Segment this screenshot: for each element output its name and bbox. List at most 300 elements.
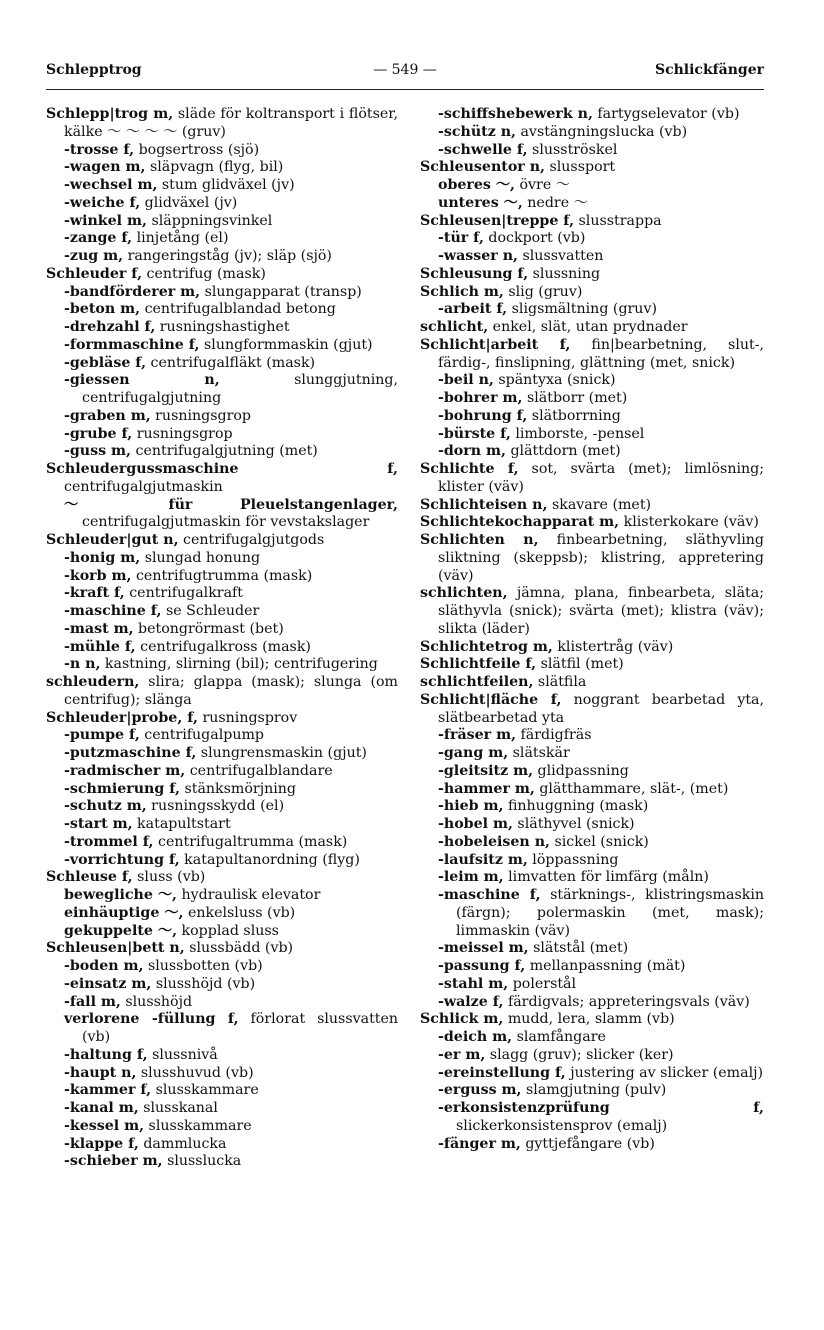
headword: -putzmaschine <box>64 745 181 761</box>
definition: fin|bearbetning, slut-, färdig-, finslipning, glättning (met, snick) <box>438 336 764 371</box>
dictionary-entry <box>46 585 398 603</box>
dictionary-entry <box>420 266 764 284</box>
definition: rusningsskydd (el) <box>146 798 285 815</box>
definition: centrifugtrumma (mask) <box>131 567 313 584</box>
dictionary-entry <box>420 1100 764 1136</box>
headword: -guss <box>64 443 107 460</box>
definition: glätthammare, slät-, (met) <box>534 780 729 797</box>
dictionary-entry <box>420 301 764 319</box>
headword: Schlich <box>420 283 479 300</box>
headword: -dorn <box>438 443 482 460</box>
definition: slussning <box>528 265 601 282</box>
headword: gekuppelte <box>64 922 153 939</box>
headword: einhäuptige <box>64 904 160 921</box>
headword: -bürste <box>438 425 496 442</box>
gender: m, <box>106 567 132 584</box>
dictionary-entry <box>46 230 398 248</box>
definition: slungapparat (transp) <box>200 283 362 300</box>
dictionary-entry <box>420 781 764 799</box>
gender: m, <box>497 390 523 406</box>
dictionary-entry <box>420 106 764 124</box>
headword: schleudern, <box>46 674 140 690</box>
definition: förlorat slussvatten (vb) <box>82 1011 399 1045</box>
headword: -mast <box>64 620 109 637</box>
definition: fartygselevator (vb) <box>592 106 740 122</box>
gender: f, <box>215 1011 239 1028</box>
gender: f, <box>495 425 511 442</box>
headword: -boden <box>64 958 119 974</box>
dictionary-entry <box>46 372 398 408</box>
headword: -hobeleisen <box>438 833 530 850</box>
definition: centrifugaltrumma (mask) <box>153 833 348 850</box>
definition: dockport (vb) <box>483 230 586 247</box>
gender: f, <box>550 1064 566 1081</box>
gender: f, <box>130 354 147 371</box>
headword: -pumpe <box>64 727 125 744</box>
dictionary-entry <box>420 798 764 816</box>
definition: släppningsvinkel <box>146 212 273 229</box>
gender: m, <box>495 1135 521 1152</box>
dictionary-entry <box>46 106 398 142</box>
gender: f, <box>116 230 133 247</box>
dictionary-entry <box>420 639 764 657</box>
definition: enkelsluss (vb) <box>183 904 296 921</box>
definition: rusningsgrop <box>132 425 233 442</box>
dictionary-entry <box>46 426 398 444</box>
headword: ～ für Pleuelstangenlager, <box>64 496 398 513</box>
gender: m, <box>120 159 146 176</box>
definition: stärknings-, klistringsmaskin (färgn); polermaskin (met, mask); limmaskin (väv) <box>456 887 765 939</box>
gender: m, <box>460 1046 486 1063</box>
headword: -grube <box>64 425 117 442</box>
gender: f, <box>118 141 135 158</box>
gender: m, <box>98 248 124 264</box>
dictionary-entry <box>46 142 398 160</box>
dictionary-entry <box>420 390 764 408</box>
definition: slusskammare <box>151 1082 259 1099</box>
dictionary-entry <box>46 159 398 177</box>
dictionary-entry <box>46 674 398 710</box>
headword: Schlichtekochapparat <box>420 514 595 531</box>
gender: f, <box>124 194 141 211</box>
dictionary-entry <box>46 710 398 728</box>
gender: f, <box>519 887 541 903</box>
dictionary-entry <box>420 177 764 195</box>
headword: -schütz <box>438 123 496 140</box>
headword: -radmischer <box>64 762 161 779</box>
gender: f, <box>137 833 154 850</box>
gender: n, <box>524 159 545 176</box>
dictionary-entry <box>46 443 398 461</box>
definition: avstängningslucka (vb) <box>515 123 688 140</box>
headword: -formmaschine <box>64 336 184 353</box>
definition: centrifugalgjutning (met) <box>131 443 318 460</box>
headword: -weiche <box>64 194 125 211</box>
dictionary-entry <box>46 195 398 213</box>
gender: n, <box>473 372 494 389</box>
dictionary-entry <box>46 532 398 550</box>
definition: slussvatten <box>517 248 604 264</box>
headword: -walze <box>438 993 488 1010</box>
definition: släde för koltransport i flötser, kälke ～ ～ ～ ～ (gruv) <box>64 106 398 140</box>
definition: centrifug (mask) <box>142 265 266 282</box>
headword: -schmierung <box>64 780 165 797</box>
dictionary-entry <box>46 621 398 639</box>
gender: n, <box>116 1064 137 1081</box>
dictionary-entry <box>46 284 398 302</box>
definition: rusningsprov <box>197 709 298 726</box>
definition: sligsmältning (gruv) <box>507 301 657 318</box>
headword: -honig <box>64 549 116 566</box>
headword: -fänger <box>438 1135 496 1152</box>
definition: slätfila <box>533 674 587 690</box>
headword: -tür <box>438 230 469 247</box>
dictionary-entry <box>420 727 764 745</box>
definition: färdigfräs <box>516 727 592 744</box>
gender: f, <box>135 1082 152 1099</box>
definition: slamgjutning (pulv) <box>521 1082 667 1099</box>
dictionary-entry <box>420 213 764 231</box>
dictionary-entry <box>420 1047 764 1065</box>
gender: m, <box>508 762 534 779</box>
headword: -drehzahl <box>64 319 140 335</box>
gender: f, <box>145 603 162 619</box>
headword: -graben <box>64 407 126 424</box>
headword: bewegliche <box>64 887 153 903</box>
dictionary-entry <box>420 1011 764 1029</box>
dictionary-entry <box>420 976 764 994</box>
headword: -wechsel <box>64 177 133 193</box>
headword: -bandförderer <box>64 283 176 300</box>
dictionary-entry <box>46 639 398 657</box>
dictionary-entry <box>420 408 764 426</box>
definition: glättdorn (met) <box>505 443 621 460</box>
dictionary-entry <box>420 514 764 532</box>
gender: n, <box>497 248 518 264</box>
definition: sluss (vb) <box>132 869 206 886</box>
headword: -kessel <box>64 1117 120 1134</box>
dictionary-entry <box>420 887 764 940</box>
gender: f, <box>182 709 198 726</box>
definition: rusningshastighet <box>155 319 290 335</box>
definition: slusshöjd (vb) <box>151 975 256 992</box>
definition: centrifugalgjutmaskin <box>64 478 223 495</box>
definition: katapultstart <box>132 816 231 832</box>
dictionary-entry <box>46 603 398 621</box>
definition: gyttjefångare (vb) <box>520 1135 655 1152</box>
dictionary-entry <box>46 213 398 231</box>
gender: f, <box>126 265 143 282</box>
gender: m, <box>115 301 141 318</box>
definition: övre ～ <box>514 177 570 193</box>
gender: f, <box>511 141 528 158</box>
dictionary-entry <box>420 372 764 390</box>
gender: m, <box>496 1082 522 1099</box>
headword: Schleuse <box>46 869 117 886</box>
definition: centrifugalblandare <box>185 762 333 779</box>
headword: -schwelle <box>438 141 512 158</box>
dictionary-entry <box>46 976 398 994</box>
dictionary-entry <box>46 1082 398 1100</box>
dictionary-entry <box>420 337 764 373</box>
definition: slira; glappa (mask); slunga (om centrifug); slänga <box>64 674 398 708</box>
definition: enkel, slät, utan prydnader <box>488 319 688 335</box>
headword: -haupt <box>64 1064 117 1081</box>
definition: centrifugalkross (mask) <box>135 638 311 655</box>
dictionary-entry <box>420 994 764 1012</box>
dictionary-entry <box>46 763 398 781</box>
dictionary-entry <box>420 159 764 177</box>
dictionary-entry <box>46 568 398 586</box>
gender: n, <box>529 833 550 850</box>
gender: m, <box>527 638 553 655</box>
gender: m, <box>125 407 151 424</box>
definition: rangeringståg (jv); släp (sjö) <box>123 248 332 264</box>
dictionary-entry <box>420 656 764 674</box>
gender: f, <box>538 336 571 353</box>
headword: -er <box>438 1046 461 1063</box>
dictionary-entry <box>420 230 764 248</box>
definition: nedre ～ <box>522 194 588 211</box>
headword: unteres <box>438 194 499 211</box>
headword: -winkel <box>64 212 123 229</box>
dictionary-entry <box>420 532 764 585</box>
headword: -vorrichtung <box>64 851 164 868</box>
gender: n, <box>129 372 220 389</box>
dictionary-entry <box>420 124 764 142</box>
gender: f, <box>558 212 575 229</box>
gender: m, <box>488 816 513 832</box>
definition: slungrensmaskin (gjut) <box>196 745 367 761</box>
headword: schlichten, <box>420 585 508 602</box>
dictionary-entry <box>420 958 764 976</box>
definition: kopplad sluss <box>177 922 279 939</box>
definition: se Schleuder <box>161 603 260 619</box>
definition: limvatten för limfärg (måln) <box>503 869 709 886</box>
dictionary-entry <box>46 656 398 674</box>
headword: -gleitsitz <box>438 762 509 779</box>
definition: bogsertross (sjö) <box>134 141 260 158</box>
page-header <box>46 62 764 84</box>
definition: linjetång (el) <box>132 230 229 247</box>
dictionary-entry <box>46 1136 398 1154</box>
gender: ～, <box>159 904 184 921</box>
headword: Schleuder|gut <box>46 532 159 548</box>
definition: slussbotten (vb) <box>143 958 263 974</box>
dictionary-entry <box>420 692 764 728</box>
definition: skavare (met) <box>547 496 652 513</box>
page-number: — 549 — <box>373 62 437 78</box>
gender: f, <box>123 1135 139 1152</box>
gender: m, <box>119 1117 145 1134</box>
definition: slunggjutning, centrifugalgjutning <box>82 372 398 406</box>
headword: -haltung <box>64 1046 132 1063</box>
definition: klistertråg (väv) <box>552 638 674 655</box>
gender: f, <box>494 461 519 477</box>
headword: -hammer <box>438 780 510 797</box>
dictionary-entry <box>46 940 398 958</box>
headword: -kraft <box>64 585 110 602</box>
headword: -gebläse <box>64 354 131 371</box>
headword: -stahl <box>438 975 484 992</box>
gender: ～, <box>152 922 178 939</box>
definition: finhuggning (mask) <box>503 798 649 815</box>
definition: glidväxel (jv) <box>140 194 238 211</box>
right-column <box>420 106 764 1153</box>
definition: späntyxa (snick) <box>493 372 616 389</box>
gender: f, <box>512 265 529 282</box>
dictionary-entry <box>420 284 764 302</box>
headword: -leim <box>438 869 479 886</box>
headword: -bohrer <box>438 390 498 406</box>
dictionary-entry <box>46 550 398 568</box>
headword: -hobel <box>438 816 489 832</box>
dictionary-entry <box>420 852 764 870</box>
gender: f, <box>520 656 537 673</box>
dictionary-entry <box>46 337 398 355</box>
headword: schlichtfeilen, <box>420 674 534 690</box>
headword: verlorene -füllung <box>64 1011 216 1028</box>
gender: m, <box>118 958 144 974</box>
gender: m, <box>175 283 201 300</box>
headword: -erkonsistenzprüfung <box>438 1100 610 1116</box>
dictionary-entry <box>420 940 764 958</box>
gender: m, <box>594 514 620 531</box>
dictionary-entry <box>420 1082 764 1100</box>
gender: n, <box>572 106 593 122</box>
headword: -schieber <box>64 1153 138 1170</box>
gender: f, <box>124 727 140 744</box>
gender: m, <box>121 798 147 815</box>
headword: Schleuder <box>46 265 127 282</box>
headword: -zange <box>64 230 117 247</box>
gender: m, <box>126 975 152 992</box>
gender: m, <box>478 798 504 815</box>
headword: Schlicht|fläche <box>420 691 539 708</box>
dictionary-entry <box>420 816 764 834</box>
headword: -passung <box>438 958 510 974</box>
dictionary-entry <box>46 248 398 266</box>
dictionary-entry <box>46 834 398 852</box>
gender: m, <box>491 727 517 744</box>
dictionary-entry <box>46 301 398 319</box>
headword: -beton <box>64 301 116 318</box>
headword: Schleusentor <box>420 159 525 176</box>
headword: -laufsitz <box>438 851 503 868</box>
definition: mellanpassning (mät) <box>525 958 686 974</box>
definition: hydraulisk elevator <box>176 887 321 903</box>
gender: n, <box>527 496 548 513</box>
definition: centrifugalkraft <box>124 585 243 602</box>
dictionary-entry <box>46 958 398 976</box>
dictionary-entry <box>46 408 398 426</box>
headword: -fall <box>64 993 96 1010</box>
gender: f, <box>180 745 197 761</box>
headword: -bohrung <box>438 407 512 424</box>
headword: -schutz <box>64 798 122 815</box>
gender: m, <box>478 869 504 886</box>
gender: f, <box>116 869 133 886</box>
dictionary-entry <box>420 319 764 337</box>
definition: centrifugalgjutgods <box>178 532 325 548</box>
dictionary-entry <box>46 887 398 905</box>
definition: finbearbetning, släthyvling sliktning (skeppsb); klistring, appretering (väv) <box>438 532 764 584</box>
definition: löppassning <box>527 851 619 868</box>
definition: slussnivå <box>147 1046 218 1063</box>
gender: m, <box>108 620 134 637</box>
definition: rusningsgrop <box>150 407 252 424</box>
dictionary-entry <box>46 177 398 195</box>
headword: -mühle <box>64 638 120 655</box>
headword: Schlichteisen <box>420 496 528 513</box>
gender: m, <box>483 745 509 761</box>
dictionary-entry <box>420 1136 764 1154</box>
gender: f, <box>509 958 526 974</box>
gender: m, <box>502 851 528 868</box>
definition: slusstrappa <box>574 212 662 229</box>
gender: f, <box>183 336 200 353</box>
dictionary-entry <box>420 426 764 444</box>
definition: slätborrning <box>527 407 621 424</box>
dictionary-entry <box>46 869 398 887</box>
gender: f, <box>238 461 398 477</box>
definition: slätstål (met) <box>528 940 629 957</box>
definition: katapultanordning (flyg) <box>179 851 360 868</box>
definition: mudd, lera, slamm (vb) <box>503 1011 675 1028</box>
headword: Schleusung <box>420 265 513 282</box>
definition: slickerkonsistensprov (emalj) <box>456 1117 668 1134</box>
definition: slussport <box>544 159 616 176</box>
gender: m, <box>115 549 141 566</box>
gender: f, <box>164 851 180 868</box>
gender: m, <box>483 975 509 992</box>
dictionary-entry <box>46 923 398 941</box>
dictionary-entry <box>420 248 764 266</box>
headword: -zug <box>64 248 99 264</box>
definition: slungformmaskin (gjut) <box>199 336 373 353</box>
gender: n, <box>80 656 101 673</box>
gender: ～, <box>498 194 523 211</box>
headword: -einsatz <box>64 975 127 992</box>
definition: polerstål <box>508 975 577 992</box>
definition: slig (gruv) <box>503 283 583 300</box>
headword: -maschine <box>438 887 520 903</box>
definition: dammlucka <box>138 1135 227 1152</box>
gender: f, <box>511 407 528 424</box>
definition: stum glidväxel (jv) <box>157 177 295 193</box>
headword: -deich <box>438 1029 488 1045</box>
headword: -arbeit <box>438 301 492 318</box>
gender: f, <box>487 993 504 1010</box>
gender: f, <box>139 319 156 335</box>
dictionary-entry <box>46 852 398 870</box>
definition: noggrant bearbetad yta, slätbearbetad yta <box>438 691 765 726</box>
gender: m, <box>509 780 535 797</box>
headword: -kammer <box>64 1082 136 1099</box>
dictionary-entry <box>46 745 398 763</box>
definition: jämna, plana, finbearbeta, släta; släthyvla (snick); svärta (met); klistra (väv); slikta (läder) <box>438 585 764 637</box>
definition: justering av slicker (emalj) <box>565 1064 764 1081</box>
definition: centrifugalpump <box>139 727 264 744</box>
headword: -hieb <box>438 798 479 815</box>
headword: Schlichtfeile <box>420 656 521 673</box>
dictionary-entry <box>46 816 398 834</box>
dictionary-entry <box>46 1047 398 1065</box>
definition: slusshöjd <box>120 993 193 1010</box>
gender: f, <box>116 425 133 442</box>
dictionary-entry <box>420 869 764 887</box>
dictionary-entry <box>46 266 398 284</box>
